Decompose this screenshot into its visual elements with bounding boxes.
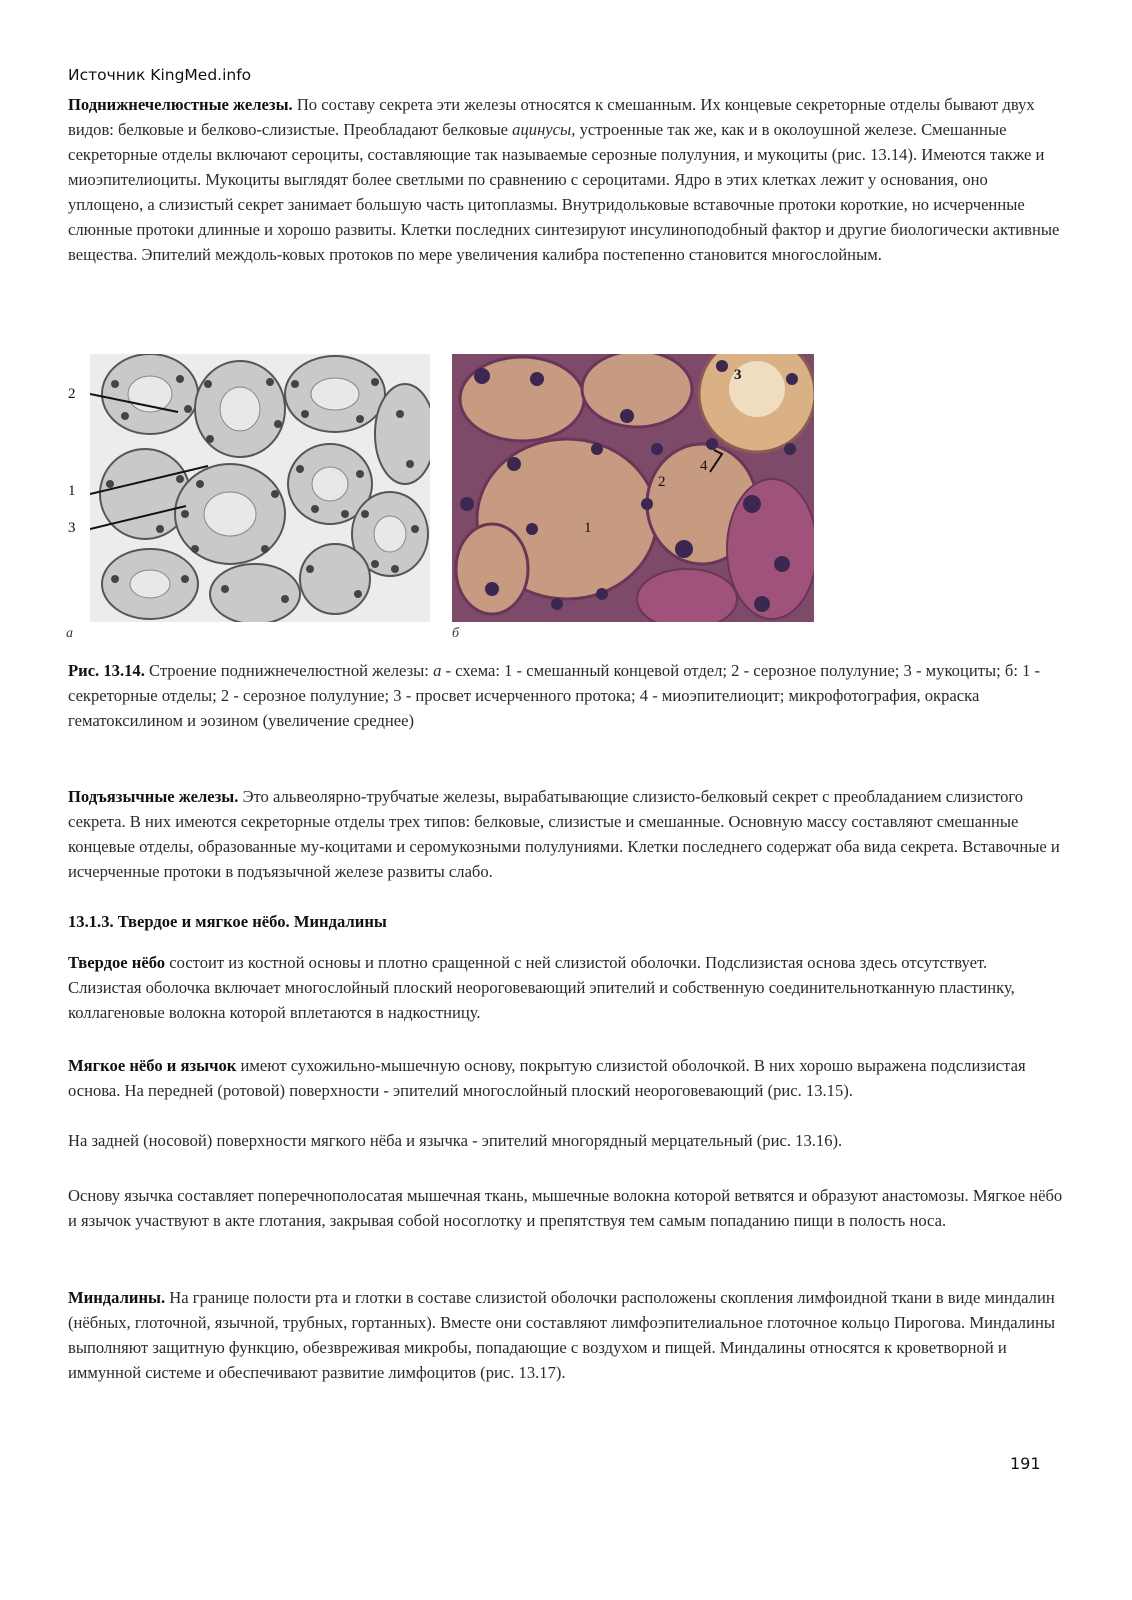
figure-a-label-3: 3: [68, 520, 76, 536]
figure-panel-a-schema: [90, 354, 430, 622]
paragraph-tonsils: [68, 1285, 1063, 1385]
paragraph-hard-palate: [68, 950, 1063, 1025]
caption-text: - схема: 1 - смешанный концевой отдел; 2 - серозное полулуние; 3 - мукоциты; б: 1 - секреторные отделы; 2 - серозное полулуние; 3 - просвет исчерченного протока; 4 - миоэпителиоцит; микрофотография, окраска гематоксилином и эозином (увеличение среднее): [68, 661, 1041, 730]
figure-a-label-2: 2: [68, 386, 76, 402]
page-number: 191: [1010, 1454, 1041, 1473]
paragraph-posterior-surface: На задней (носовой) поверхности мягкого нёба и язычка - эпителий многорядный мерцательный (рис. 13.16).: [68, 1131, 843, 1150]
paragraph-text: состоит из костной основы и плотно сращенной с ней слизистой оболочки. Подслизистая основа здесь отсутствует. Слизистая оболочка включает многослойный плоский неороговевающий эпителий и собственную соединительнотканную пластинку, коллагеновые волокна которой вплетаются в надкостницу.: [68, 953, 1015, 1022]
figure-b-label-4: 4: [700, 458, 708, 474]
figure-a-letter: а: [66, 626, 73, 641]
paragraph-lead: Подъязычные железы.: [68, 787, 239, 806]
paragraph-text: Это альвеолярно-трубчатые железы, вырабатывающие слизисто-белковый секрет с преобладанием слизистого секрета. В них имеются секреторные отделы трех типов: белковые, слизистые и смешанные. Основную массу составляют смешанные концевые отделы, образованные му-коцитами и серомукозными полулуниями. Клетки последнего содержат оба вида секрета. Вставочные и исчерченные протоки в подъязычной железе развиты слабо.: [68, 787, 1060, 881]
paragraph-sublingual: [68, 784, 1063, 884]
figure-caption: [68, 658, 1063, 733]
figure-b-label-1: 1: [584, 520, 592, 536]
source-header: Источник KingMed.info: [68, 66, 252, 84]
paragraph-lead: Поднижнечелюстные железы.: [68, 95, 293, 114]
paragraph-text: имеют сухожильно-мышечную основу, покрытую слизистой оболочкой. В них хорошо выражена подслизистая основа. На передней (ротовой) поверхности - эпителий многослойный плоский неороговевающий (рис. 13.15).: [68, 1056, 1026, 1100]
paragraph-lead: Мягкое нёбо и язычок: [68, 1056, 237, 1075]
paragraph-submandibular: [68, 92, 1063, 267]
figure-b-label-2: 2: [658, 474, 666, 490]
figure-b-label-3: 3: [734, 367, 742, 383]
paragraph-text: По составу секрета эти железы относятся к смешанным. Их концевые секреторные отделы бывают двух видов: белковые и белково-слизистые. Преобладают белковые: [68, 95, 1035, 139]
caption-lead: Рис. 13.14.: [68, 661, 145, 680]
paragraph-soft-palate: [68, 1053, 1063, 1103]
caption-text: Строение поднижнечелюстной железы:: [144, 661, 434, 680]
paragraph-text: На границе полости рта и глотки в составе слизистой оболочки расположены скопления лимфоидной ткани в виде миндалин (нёбных, глоточной, язычной, трубных, гортанных). Вместе они составляют лимфоэпителиальное глоточное кольцо Пирогова. Миндалины выполняют защитную функцию, обезвреживая микробы, попадающие с воздухом и пищей. Миндалины относятся к кроветворной и иммунной системе и обеспечивают развитие лимфоцитов (рис. 13.17).: [68, 1288, 1055, 1382]
figure-a-label-1: 1: [68, 483, 76, 499]
section-heading: 13.1.3. Твердое и мягкое нёбо. Миндалины: [68, 912, 387, 931]
paragraph-text: устроенные так же, как и в околоушной железе. Смешанные секреторные отделы включают сероциты, составляющие так называемые серозные полулуния, и мукоциты (рис. 13.14). Имеются также и миоэпителиоциты. Мукоциты выглядят более светлыми по сравнению с сероцитами. Ядро в этих клетках лежит у основания, оно уплощено, а слизистый секрет занимает большую часть цитоплазмы. Внутридольковые вставочные протоки короткие, но исчерченные слюнные протоки длинные и хорошо развиты. Клетки последних синтезируют инсулиноподобный фактор и другие биологически активные вещества. Эпителий междоль-ковых протоков по мере увеличения калибра постепенно становится многослойным.: [68, 120, 1060, 264]
caption-italic: а: [433, 661, 442, 680]
paragraph-lead: Твердое нёбо: [68, 953, 166, 972]
figure-panel-b-micrograph: [452, 354, 814, 622]
paragraph-uvula-base: Основу язычка составляет поперечнополосатая мышечная ткань, мышечные волокна которой ветвятся и образуют анастомозы. Мягкое нёбо и язычок участвуют в акте глотания, закрывая собой носоглотку и препятствуя тем самым попаданию пищи в полость носа.: [68, 1186, 1063, 1230]
figure-b-letter: б: [452, 626, 460, 641]
paragraph-lead: Миндалины.: [68, 1288, 166, 1307]
paragraph-italic-term: ацинусы,: [512, 120, 576, 139]
